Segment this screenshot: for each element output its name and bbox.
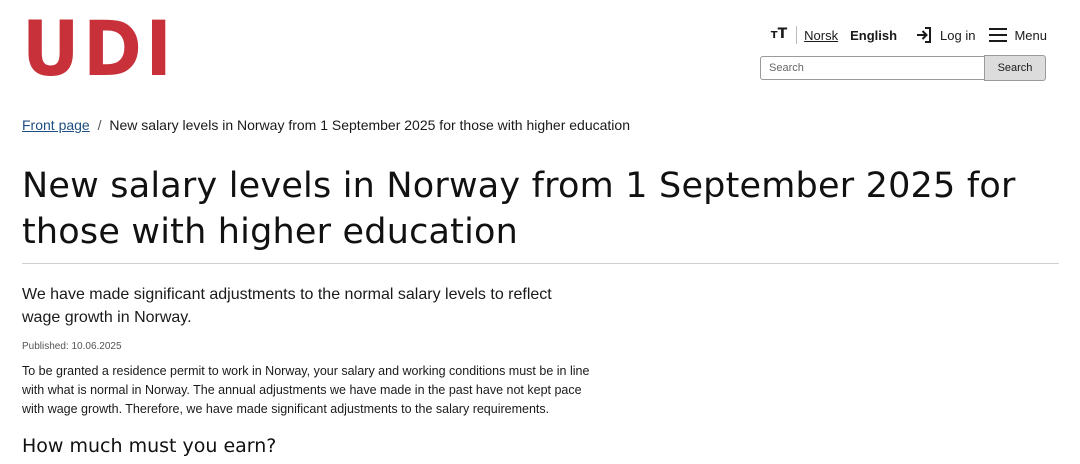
- page-title: New salary levels in Norway from 1 September 2025 for those with higher education: [22, 166, 1016, 252]
- breadcrumb-front-page-link[interactable]: Front page: [22, 117, 90, 133]
- login-icon: [915, 26, 933, 44]
- breadcrumb-separator: /: [97, 117, 102, 133]
- language-english-current: English: [850, 27, 898, 43]
- article-body-paragraph: To be granted a residence permit to work in Norway, your salary and working conditions must be in line with what is normal in Norway. The annual adjustments we have made in the past have not kept pace with wage growth. Therefore, we have made significant adjustments to the salary requirements.: [22, 364, 590, 416]
- language-norsk-link[interactable]: Norsk: [804, 27, 839, 43]
- section-heading: How much must you earn?: [22, 435, 277, 457]
- hamburger-menu-icon: [989, 28, 1007, 42]
- title-divider: [22, 263, 1059, 264]
- login-label: Log in: [940, 27, 976, 43]
- published-date: Published: 10.06.2025: [22, 341, 122, 352]
- login-button[interactable]: [915, 26, 975, 44]
- article-intro: We have made significant adjustments to the normal salary levels to reflect wage growth in Norway.: [22, 286, 552, 326]
- text-size-icon[interactable]: TT: [771, 26, 797, 44]
- breadcrumb: [22, 116, 630, 134]
- menu-button[interactable]: [989, 28, 1047, 43]
- header-toolbar: [771, 24, 1047, 46]
- udi-logo[interactable]: UDI: [22, 4, 176, 93]
- search-form: [760, 56, 1046, 81]
- search-button[interactable]: Search: [984, 55, 1046, 81]
- breadcrumb-current: New salary levels in Norway from 1 September 2025 for those with higher education: [109, 117, 630, 133]
- search-input[interactable]: [760, 56, 984, 80]
- menu-label: Menu: [1014, 27, 1047, 43]
